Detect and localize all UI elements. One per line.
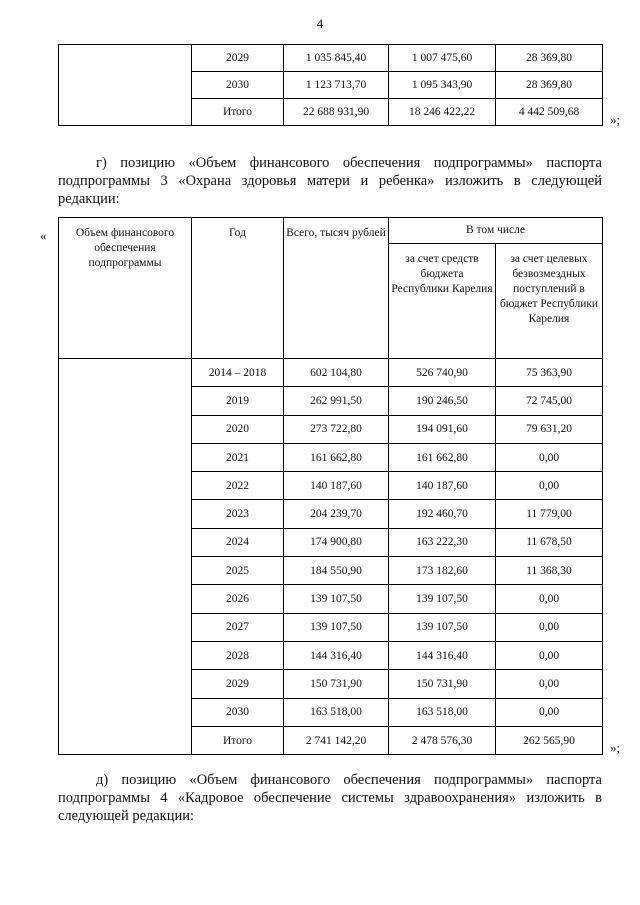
header-targeted-receipts: за счет целевых безвозмездных поступлений в бюджет Республики Карелия xyxy=(496,244,603,359)
table-cell: 2028 xyxy=(192,641,284,669)
table-row xyxy=(59,45,603,72)
table-cell: 144 316,40 xyxy=(284,641,389,669)
table-cell: 18 246 422,22 xyxy=(389,99,496,126)
table-cell: 11 779,00 xyxy=(496,500,603,528)
table-cell: 273 722,80 xyxy=(284,415,389,443)
table-cell: 139 107,50 xyxy=(389,585,496,613)
table-cell: 174 900,80 xyxy=(284,528,389,556)
table-cell: 150 731,90 xyxy=(284,670,389,698)
table-cell: 2023 xyxy=(192,500,284,528)
table-cell: 140 187,60 xyxy=(284,472,389,500)
table-cell: 2029 xyxy=(192,45,284,72)
merged-label-cell xyxy=(59,45,192,126)
table-cell: 2022 xyxy=(192,472,284,500)
table-cell: 161 662,80 xyxy=(284,443,389,471)
table-cell: 2 741 142,20 xyxy=(284,726,389,754)
table-cell: 144 316,40 xyxy=(389,641,496,669)
header-year: Год xyxy=(192,218,284,359)
table-cell: 526 740,90 xyxy=(389,359,496,387)
table-cell: 139 107,50 xyxy=(389,613,496,641)
table-cell: 184 550,90 xyxy=(284,557,389,585)
paragraph-g: г) позицию «Объем финансового обеспечения подпрограммы» паспорта подпрограммы 3 «Охрана здоровья матери и ребенка» изложить в следующей редакции: xyxy=(58,155,602,207)
table-cell: Итого xyxy=(192,99,284,126)
table-cell: 11 678,50 xyxy=(496,528,603,556)
table-cell: 163 518,00 xyxy=(284,698,389,726)
table-cell: 2019 xyxy=(192,387,284,415)
table-cell: 190 246,50 xyxy=(389,387,496,415)
table-cell: 163 222,30 xyxy=(389,528,496,556)
table-cell: 150 731,90 xyxy=(389,670,496,698)
table-cell: 28 369,80 xyxy=(496,72,603,99)
table-cell: 262 991,50 xyxy=(284,387,389,415)
table-opening-quote: « xyxy=(40,228,47,243)
table-cell: 2024 xyxy=(192,528,284,556)
table-cell: 204 239,70 xyxy=(284,500,389,528)
table-cell: 173 182,60 xyxy=(389,557,496,585)
table-cell: 2020 xyxy=(192,415,284,443)
table-cell: 262 565,90 xyxy=(496,726,603,754)
table-cell: 0,00 xyxy=(496,698,603,726)
table-cell: 194 091,60 xyxy=(389,415,496,443)
header-financing-volume: Объем финансового обеспечения подпрограммы xyxy=(59,218,192,359)
table-cell: 75 363,90 xyxy=(496,359,603,387)
table-cell: 139 107,50 xyxy=(284,585,389,613)
table-cell: 2025 xyxy=(192,557,284,585)
table-cell: 0,00 xyxy=(496,670,603,698)
top-financing-table xyxy=(58,44,603,126)
table-cell: 72 745,00 xyxy=(496,387,603,415)
paragraph-d: д) позицию «Объем финансового обеспечения подпрограммы» паспорта подпрограммы 4 «Кадровое обеспечение системы здравоохранения» изложить в следующей редакции: xyxy=(58,772,602,824)
table-cell: 2026 xyxy=(192,585,284,613)
table-cell: 192 460,70 xyxy=(389,500,496,528)
table-cell: 0,00 xyxy=(496,472,603,500)
subprogram3-financing-table xyxy=(58,217,603,755)
table-cell: 0,00 xyxy=(496,443,603,471)
table-cell: 0,00 xyxy=(496,613,603,641)
table-cell: 22 688 931,90 xyxy=(284,99,389,126)
table-cell: 1 007 475,60 xyxy=(389,45,496,72)
header-including: В том числе xyxy=(389,218,603,244)
table-cell: 28 369,80 xyxy=(496,45,603,72)
table-cell: 2014 – 2018 xyxy=(192,359,284,387)
table-cell: Итого xyxy=(192,726,284,754)
page-number: 4 xyxy=(316,16,324,31)
header-regional-budget: за счет средств бюджета Республики Карелия xyxy=(389,244,496,359)
table-cell: 2021 xyxy=(192,443,284,471)
table-cell: 1 095 343,90 xyxy=(389,72,496,99)
table-cell: 2030 xyxy=(192,72,284,99)
table-cell: 1 123 713,70 xyxy=(284,72,389,99)
table-cell: 4 442 509,68 xyxy=(496,99,603,126)
table-cell: 0,00 xyxy=(496,641,603,669)
header-total: Всего, тысяч рублей xyxy=(284,218,389,359)
table-cell: 11 368,30 xyxy=(496,557,603,585)
table-closing-quote-2: »; xyxy=(610,740,621,755)
table-cell: 139 107,50 xyxy=(284,613,389,641)
table-cell: 163 518,00 xyxy=(389,698,496,726)
table-cell: 2030 xyxy=(192,698,284,726)
table-cell: 0,00 xyxy=(496,585,603,613)
table-row xyxy=(59,359,603,387)
table-cell: 79 631,20 xyxy=(496,415,603,443)
table-closing-quote: »; xyxy=(610,112,621,127)
merged-label-cell xyxy=(59,359,192,755)
table-cell: 1 035 845,40 xyxy=(284,45,389,72)
table-cell: 602 104,80 xyxy=(284,359,389,387)
table-cell: 140 187,60 xyxy=(389,472,496,500)
table-cell: 2 478 576,30 xyxy=(389,726,496,754)
table-cell: 2029 xyxy=(192,670,284,698)
table-cell: 2027 xyxy=(192,613,284,641)
table-cell: 161 662,80 xyxy=(389,443,496,471)
